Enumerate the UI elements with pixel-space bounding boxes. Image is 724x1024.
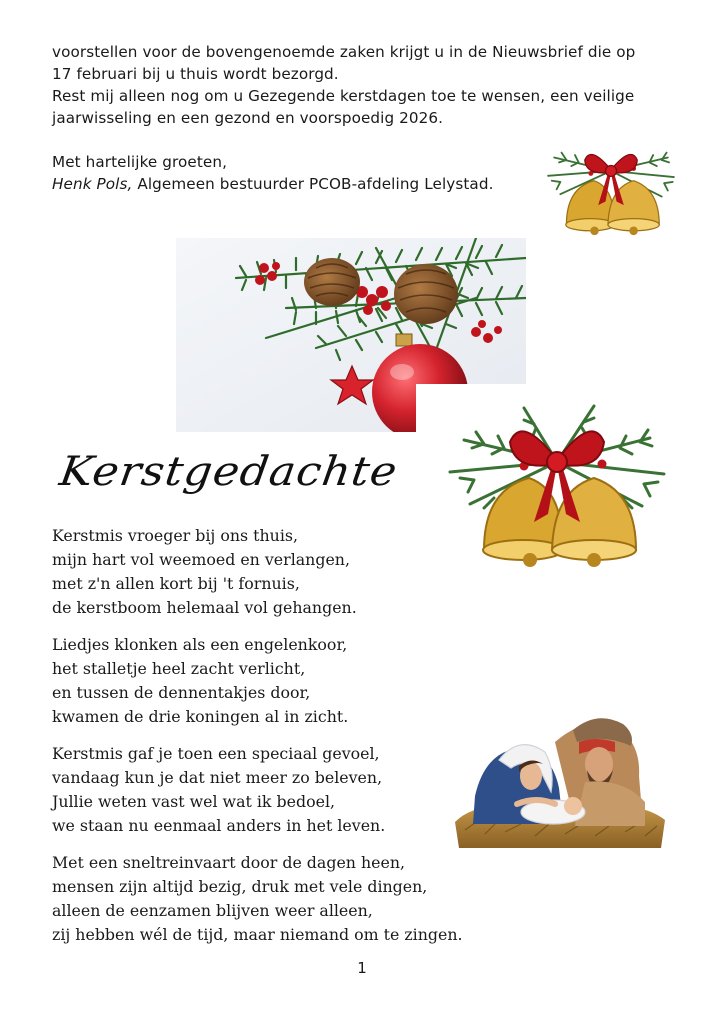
poem-line: kwamen de drie koningen al in zicht. [52, 707, 349, 726]
poem-line: Kerstmis gaf je toen een speciaal gevoel, [52, 744, 380, 763]
poem-line: het stalletje heel zacht verlicht, [52, 659, 306, 678]
poem-line: alleen de eenzamen blijven weer alleen, [52, 901, 373, 920]
poem-title: Kerstgedachte [56, 448, 401, 495]
poem-stanza [52, 633, 492, 729]
letter-line: 17 februari bij u thuis wordt bezorgd. [52, 65, 339, 83]
poem-line: mensen zijn altijd bezig, druk met vele dingen, [52, 877, 428, 896]
poem-line: we staan nu eenmaal anders in het leven. [52, 816, 386, 835]
poem-line: Jullie weten vast wel wat ik bedoel, [52, 792, 336, 811]
poem-line: Met een sneltreinvaart door de dagen heen, [52, 853, 406, 872]
greeting: Met hartelijke groeten, [52, 153, 228, 171]
poem-line: en tussen de dennentakjes door, [52, 683, 311, 702]
poem-line: met z'n allen kort bij 't fornuis, [52, 574, 300, 593]
poem-line: mijn hart vol weemoed en verlangen, [52, 550, 351, 569]
poem-line: Liedjes klonken als een engelenkoor, [52, 635, 348, 654]
poem-line: zij hebben wél de tijd, maar niemand om te zingen. [52, 925, 463, 944]
poem-body [52, 524, 492, 960]
letter-line: jaarwisseling en een gezond en voorspoedig 2026. [52, 109, 444, 127]
poem-stanza [52, 524, 492, 620]
signer-name: Henk Pols, [52, 175, 133, 193]
nativity-image [455, 712, 665, 848]
poem-stanza [52, 851, 492, 947]
poem-line: de kerstboom helemaal vol gehangen. [52, 598, 357, 617]
poem-line: Kerstmis vroeger bij ons thuis, [52, 526, 299, 545]
page-number: 1 [357, 959, 367, 977]
letter-line: voorstellen voor de bovengenoemde zaken krijgt u in de Nieuwsbrief die op [52, 43, 636, 61]
letter-line: Rest mij alleen nog om u Gezegende kerstdagen toe te wensen, een veilige [52, 87, 635, 105]
signer-role: Algemeen bestuurder PCOB-afdeling Lelystad. [132, 175, 494, 193]
poem-stanza [52, 742, 492, 838]
christmas-bells-icon [542, 132, 680, 238]
poem-line: vandaag kun je dat niet meer zo beleven, [52, 768, 383, 787]
